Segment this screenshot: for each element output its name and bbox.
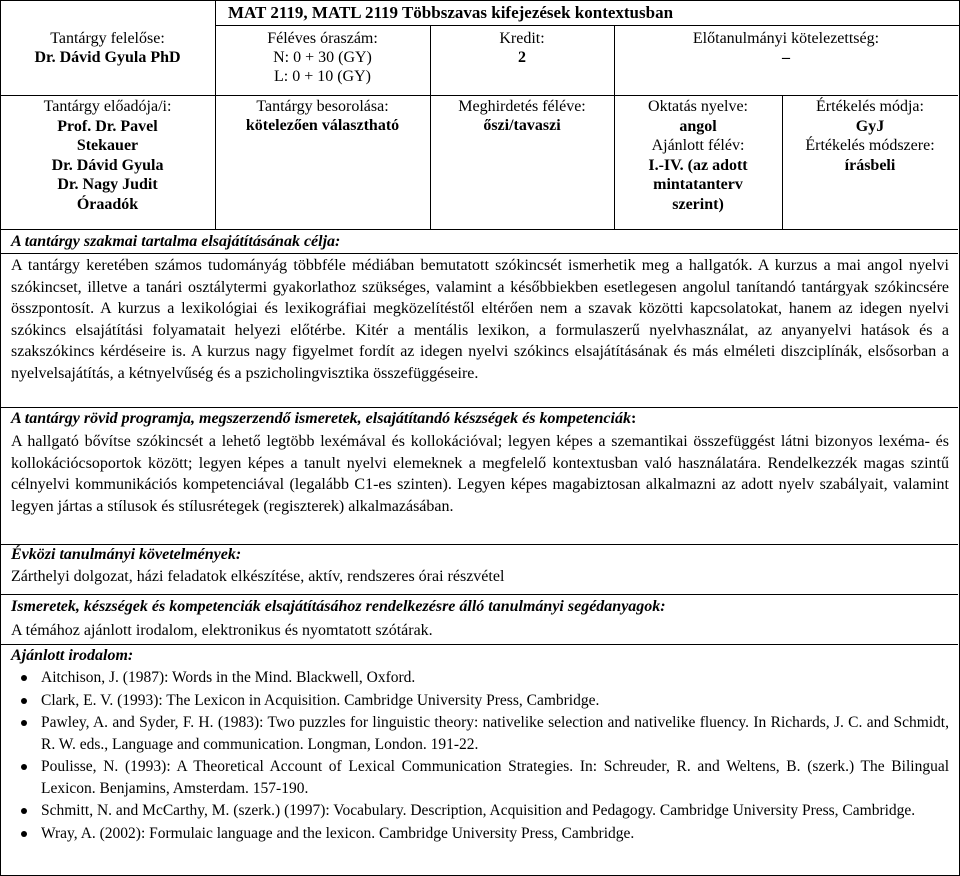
reference-list [11,667,949,845]
reference-text: Clark, E. V. (1993): The Lexicon in Acquisition. Cambridge University Press, Cambridge. [41,691,600,709]
hours-label: Féléves óraszám: [267,30,378,47]
assessment-method-value: írásbeli [844,156,896,174]
program-text: A hallgató bővítse szókincsét a lehető legtöbb lexémával és kollokációval; legyen képes a szemantikai összefüggést látni bizonyos lexéma- és kollokációcsoportok között; legyen képes a tanult nyelvi elemeknek a megfelelő kontextusban való használatára. Rendelkezzék magas szintű célnyelvi kommunikációs kompetenciával (legalább C1-es szinten). Legyen képes magabiztosan alkalmazni az adott nyelv szabályait, valamint legyen jártas a stílusok és stílusrétegek (regiszterek) alkalmazásában. [11,433,949,515]
lecturer-name: Prof. Dr. Pavel [57,117,158,135]
reference-text: Pawley, A. and Syder, F. H. (1983): Two puzzles for linguistic theory: nativelike selection and nativelike fluency. In Richards, J. C. and Schmidt, R. W. eds., Language and communication. Longman, London. 191-22. [41,714,949,753]
lecturer-name: Dr. Nagy Judit [57,176,158,193]
reference-text: Wray, A. (2002): Formulaic language and the lexicon. Cambridge University Press, Cambridge. [41,824,635,842]
divider [0,644,958,645]
hours-cell [215,29,430,86]
divider [0,407,958,408]
divider [0,95,958,96]
divider [0,594,958,595]
program-title-text: A tantárgy rövid programja, megszerzendő ismeretek, elsajátítandó készségek és kompetenciák [11,410,631,427]
goal-text: A tantárgy keretében számos tudományág többféle médiában bemutatott szókincsét ismerhetik meg a hallgatók. A kurzus a mai angol nyelvi szókincset, illetve a tanári osztálytermi gyakorlathoz szükséges, valamint a későbbiekben esetlegesen angolul tanítandó tantárgyak szókincsére összpontosít. A kurzus a lexikológiai és lexikográfiai megközelítéstől eltérően nem a szavak közötti kapcsolatokat, hanem az idegen nyelvi szókincs elsajátítási folyamatait helyezi előtérbe. Kitér a mentális lexikon, a formulaszerű nyelvhasználat, az anyanyelvi hatások és a szakszókincs kérdéseire is. A kurzus nagy figyelmet fordít az idegen nyelvi szókincs elsajátításának és más elméleti diszciplínák, elsősorban a nyelvelsajátítás, a kétnyelvűség és a pszicholingvisztika összefüggéseire. [11,257,949,382]
responsible-cell [0,29,215,67]
bullet-icon [21,831,27,837]
list-item [11,756,949,799]
bullet-icon [21,764,27,770]
language-value: angol [679,117,717,135]
lecturer-name: Stekauer [76,137,139,154]
language-label: Oktatás nyelve: [648,98,748,115]
materials-title: Ismeretek, készségek és kompetenciák elsajátításához rendelkezésre álló tanulmányi segédanyagok: [11,598,666,615]
reference-text: Poulisse, N. (1993): A Theoretical Account of Lexical Communication Strategies. In: Schreuder, R. and Weltens, B. (szerk.) The Bilingual Lexicon. Benjamins, Amsterdam. 157-190. [41,758,949,797]
program-colon: : [630,410,637,427]
requirements-text: Zárthelyi dolgozat, házi feladatok elkészítése, aktív, rendszeres órai részvétel [11,568,505,585]
list-item [11,712,949,755]
recommended-value: szerint) [672,195,724,213]
responsible-label: Tantárgy felelőse: [50,30,165,47]
assessment-cell [782,97,958,175]
literature-title: Ajánlott irodalom: [11,647,134,664]
list-item [11,667,949,689]
goal-title: A tantárgy szakmai tartalma elsajátításának célja: [11,233,341,250]
classification-label: Tantárgy besorolása: [256,98,389,115]
recommended-label: Ajánlott félév: [651,137,745,154]
classification-value: kötelezően választható [245,117,400,134]
lecturers-label: Tantárgy előadója/i: [43,98,172,115]
credit-cell [430,29,614,67]
recommended-value: I.-IV. (az adott [648,156,748,174]
divider [0,229,958,230]
reference-text: Schmitt, N. and McCarthy, M. (szerk.) (1997): Vocabulary. Description, Acquisition and Pedagogy. Cambridge University Press, Cambridge. [41,802,916,819]
lecturer-name: Dr. Dávid Gyula [51,156,164,174]
hours-n: N: 0 + 30 (GY) [273,49,372,66]
assessment-value: GyJ [855,117,885,135]
language-cell [614,97,782,214]
hours-l: L: 0 + 10 (GY) [273,68,371,85]
list-item [11,800,949,822]
prereq-cell [614,29,958,67]
semester-cell [430,97,614,135]
list-item [11,823,949,845]
assessment-method-label: Értékelés módszere: [805,137,935,154]
bullet-icon [21,720,27,726]
requirements-title: Évközi tanulmányi követelmények: [11,546,242,563]
prereq-value: – [782,49,790,66]
bullet-icon [21,808,27,814]
semester-label: Meghirdetés féléve: [458,98,586,115]
course-title: MAT 2119, MATL 2119 Többszavas kifejezések kontextusban [215,0,960,26]
bullet-icon [21,675,27,681]
lecturer-name: Óraadók [76,195,139,213]
lecturers-cell [0,97,215,214]
credit-value: 2 [518,49,526,66]
semester-value: őszi/tavaszi [483,117,561,134]
credit-label: Kredit: [499,30,545,47]
recommended-value: mintatanterv [653,176,743,193]
materials-text: A témához ajánlott irodalom, elektronikus és nyomtatott szótárak. [11,622,433,639]
classification-cell [215,97,430,135]
divider [0,253,958,254]
reference-text: Aitchison, J. (1987): Words in the Mind. Blackwell, Oxford. [41,669,416,686]
bullet-icon [21,698,27,704]
assessment-label: Értékelés módja: [816,98,924,115]
program-title [11,409,636,428]
responsible-name: Dr. Dávid Gyula PhD [34,49,181,66]
list-item [11,690,949,712]
prereq-label: Előtanulmányi kötelezettség: [692,30,880,47]
